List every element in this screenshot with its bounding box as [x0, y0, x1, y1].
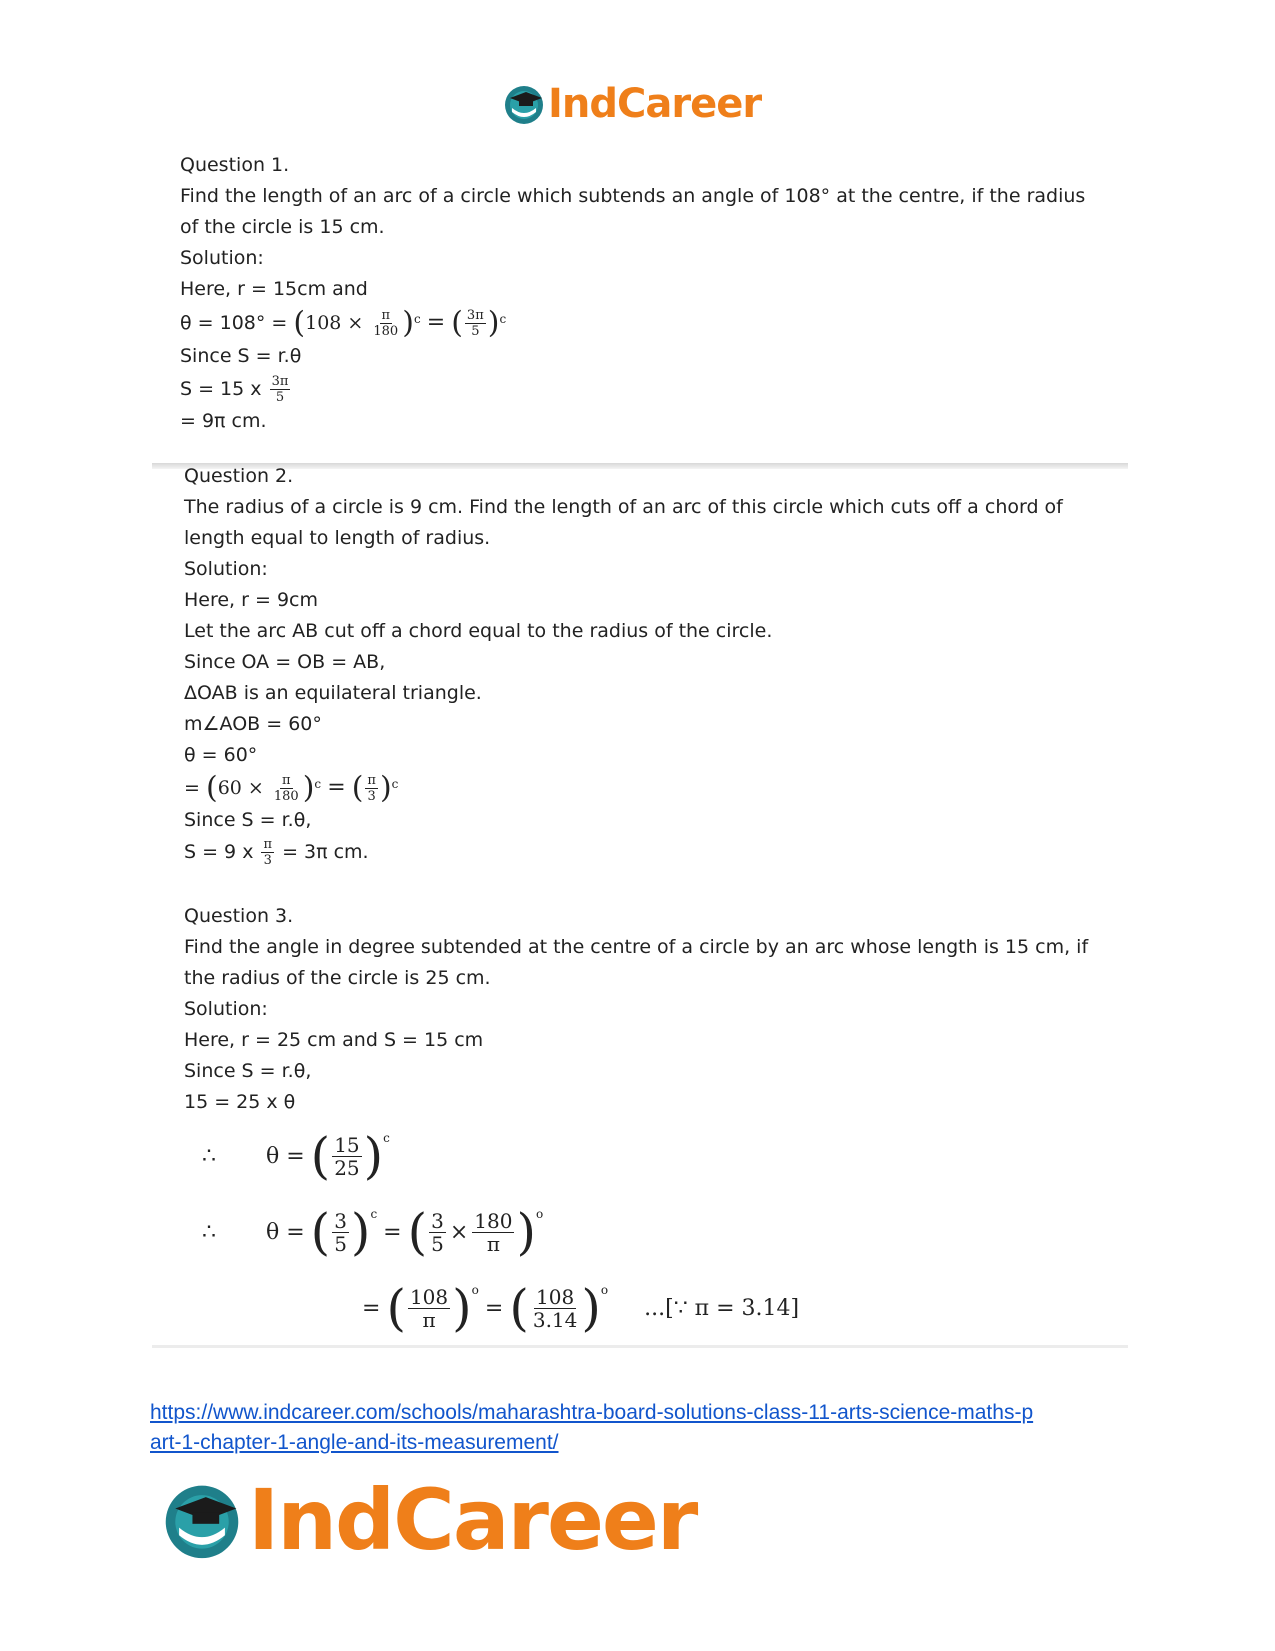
question-2-title: Question 2.: [184, 465, 294, 487]
fraction-pi-over-3: $\frac{\pi}{3}$: [367, 773, 376, 804]
source-link-line-1: https://www.indcareer.com/schools/maharashtra-board-solutions-class-11-arts-science-maths-p: [150, 1401, 1034, 1424]
question-2-text-line-2: length equal to length of radius.: [184, 527, 491, 549]
question-1-title: Question 1.: [180, 154, 290, 176]
question-2-step-6: θ = 60°: [184, 744, 258, 766]
step-2-term: 108 ×: [305, 312, 364, 334]
fraction-3pi-over-5: $\frac{3\pi}{5}$: [271, 374, 289, 405]
question-2-step-7: = (60 × $\frac{\pi}{180}$ )$^c$ = ( $\frac{\pi}{3}$ )$^c$: [184, 770, 399, 806]
question-2-step-5: m∠AOB = 60°: [184, 713, 322, 735]
fraction-15-over-25: $\frac{15}{25}$: [334, 1132, 360, 1180]
fraction-pi-over-3: $\frac{\pi}{3}$: [263, 837, 273, 868]
question-3-step-3: 15 = 25 x θ: [184, 1091, 296, 1113]
fraction-108-over-pi: $\frac{108}{\pi}$: [409, 1284, 449, 1332]
step-2-prefix: θ = 108° =: [180, 312, 294, 334]
fraction-pi-over-180: $\frac{\pi}{180}$: [273, 773, 299, 804]
question-1-step-1: Here, r = 15cm and: [180, 278, 368, 300]
equation-108-over-pi: = ( $\frac{108}{\pi}$ ) o = ( $\frac{108}{3.14}$ ) o ...[∵ π = 3.14]: [362, 1279, 800, 1337]
question-2-step-2: Let the arc AB cut off a chord equal to the radius of the circle.: [184, 620, 773, 642]
question-3-text-line-1: Find the angle in degree subtended at the centre of a circle by an arc whose length is 15 cm, if: [184, 936, 1089, 958]
question-2-answer: S = 9 x $\frac{\pi}{3}$ = 3π cm.: [184, 837, 369, 868]
question-3-title: Question 3.: [184, 905, 294, 927]
question-1: [180, 150, 1110, 437]
question-3-step-2: Since S = r.θ,: [184, 1060, 312, 1082]
fraction-108-over-3-14: $\frac{108}{3.14}$: [532, 1284, 578, 1332]
equation-theta-15-over-25: ∴ θ = ( $\frac{15}{25}$ ) c: [184, 1118, 1114, 1194]
indcareer-logo-bottom: [160, 1470, 696, 1570]
fraction-3-over-5: $\frac{3}{5}$: [334, 1208, 347, 1256]
equation-theta-3-over-5: ∴ θ = ( $\frac{3}{5}$ ) c = ( $\frac{3}{5}$ × $\frac{180}{\pi}$ ) o: [184, 1194, 1114, 1270]
question-1-text-line-2: of the circle is 15 cm.: [180, 216, 385, 238]
question-1-step-4: S = 15 x $\frac{3\pi}{5}$: [180, 374, 289, 405]
therefore-symbol: ∴: [202, 1143, 216, 1169]
question-3: [184, 901, 1114, 1346]
brand-name: IndCareer: [248, 1471, 697, 1569]
fraction-3pi-over-5: $\frac{3\pi}{5}$: [466, 308, 484, 339]
question-1-solution-label: Solution:: [180, 247, 264, 269]
question-2-step-4: ΔOAB is an equilateral triangle.: [184, 682, 482, 704]
fraction-180-over-pi: $\frac{180}{\pi}$: [474, 1208, 513, 1256]
fraction-3-over-5: $\frac{3}{5}$: [431, 1208, 444, 1256]
fraction-pi-over-180: $\frac{\pi}{180}$: [373, 308, 399, 339]
question-3-solution-label: Solution:: [184, 998, 268, 1020]
pi-approximation-note: ...[∵ π = 3.14]: [644, 1295, 800, 1321]
question-2: [184, 461, 1114, 868]
question-2-step-8: Since S = r.θ,: [184, 809, 312, 831]
question-1-answer: = 9π cm.: [180, 410, 267, 432]
question-2-text-line-1: The radius of a circle is 9 cm. Find the length of an arc of this circle which cuts off a chord of: [184, 496, 1063, 518]
indcareer-logo-top: [502, 76, 761, 132]
question-3-step-1: Here, r = 25 cm and S = 15 cm: [184, 1029, 484, 1051]
question-1-text-line-1: Find the length of an arc of a circle which subtends an angle of 108° at the centre, if the radius: [180, 185, 1086, 207]
therefore-symbol: ∴: [202, 1219, 216, 1245]
divider: [152, 1345, 1128, 1348]
question-1-step-2: θ = 108° = (108 × $\frac{\pi}{180}$ )$^c$ = ( $\frac{3\pi}{5}$ )$^c$: [180, 305, 507, 341]
question-2-step-3: Since OA = OB = AB,: [184, 651, 386, 673]
question-3-text-line-2: the radius of the circle is 25 cm.: [184, 967, 491, 989]
question-2-step-1: Here, r = 9cm: [184, 589, 318, 611]
question-1-step-3: Since S = r.θ: [180, 345, 302, 367]
source-link[interactable]: [150, 1398, 1130, 1458]
brand-name: IndCareer: [548, 81, 762, 127]
question-2-solution-label: Solution:: [184, 558, 268, 580]
graduation-cap-icon: [502, 82, 546, 126]
source-link-line-2: art-1-chapter-1-angle-and-its-measurement/: [150, 1431, 559, 1454]
graduation-cap-icon: [160, 1478, 244, 1562]
